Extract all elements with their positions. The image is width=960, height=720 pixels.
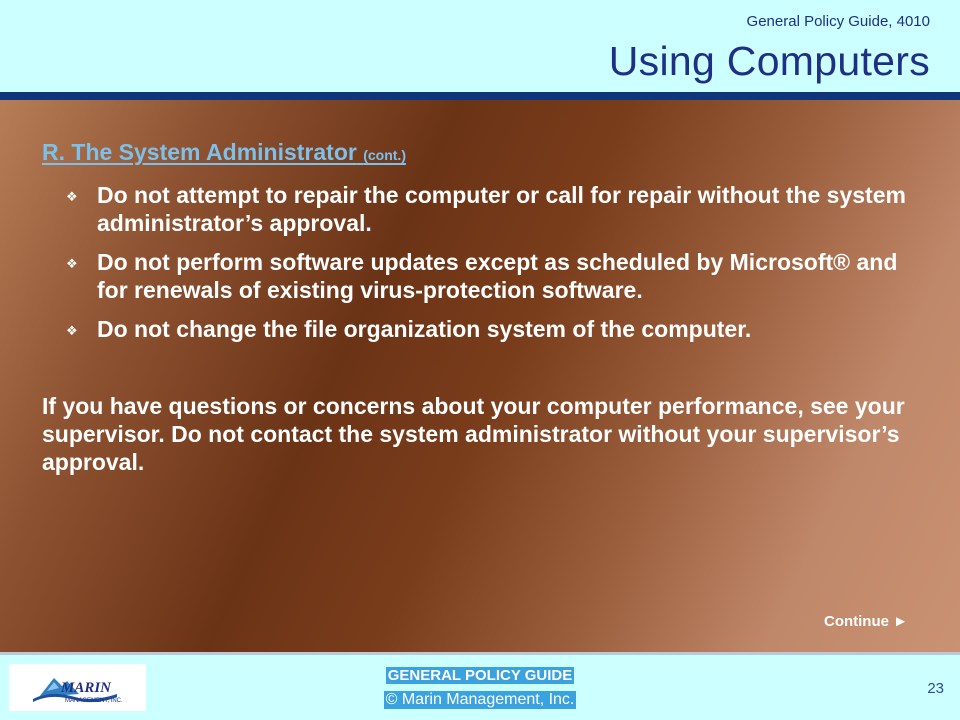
section-heading-link[interactable]: [42, 139, 406, 166]
header-divider: [0, 92, 960, 100]
bullet-text: Do not perform software updates except as scheduled by Microsoft® and for renewals of existing virus-protection software.: [97, 249, 898, 303]
content-panel: [0, 100, 960, 652]
footer-guide-label: GENERAL POLICY GUIDE: [387, 667, 573, 684]
list-item: [66, 181, 906, 237]
page-title: Using Computers: [608, 38, 930, 84]
section-heading-text: R. The System Administrator: [42, 139, 357, 165]
logo-subtext: MANAGEMENT, INC.: [65, 698, 123, 704]
page-number: 23: [927, 680, 944, 697]
list-item: [66, 315, 906, 343]
diamond-bullet-icon: ❖: [66, 189, 78, 204]
section-heading-suffix: (cont.): [363, 147, 406, 163]
logo-wordmark: MARIN: [61, 680, 112, 696]
list-item: [66, 248, 906, 304]
header-bar: [0, 0, 960, 92]
bullet-text: Do not change the file organization system of the computer.: [97, 316, 752, 342]
continue-button[interactable]: Continue ►: [823, 613, 908, 630]
bullet-text: Do not attempt to repair the computer or call for repair without the system administrator’s approval.: [97, 182, 906, 236]
guide-reference: General Policy Guide, 4010: [746, 13, 930, 30]
footer-bar: [0, 655, 960, 720]
bullet-list: [66, 181, 906, 343]
diamond-bullet-icon: ❖: [66, 323, 78, 338]
footer-copyright: © Marin Management, Inc.: [385, 691, 575, 708]
diamond-bullet-icon: ❖: [66, 256, 78, 271]
closing-paragraph: If you have questions or concerns about your computer performance, see your supervisor. Do not contact the system administrator without your supervisor’s approval.: [42, 393, 905, 475]
